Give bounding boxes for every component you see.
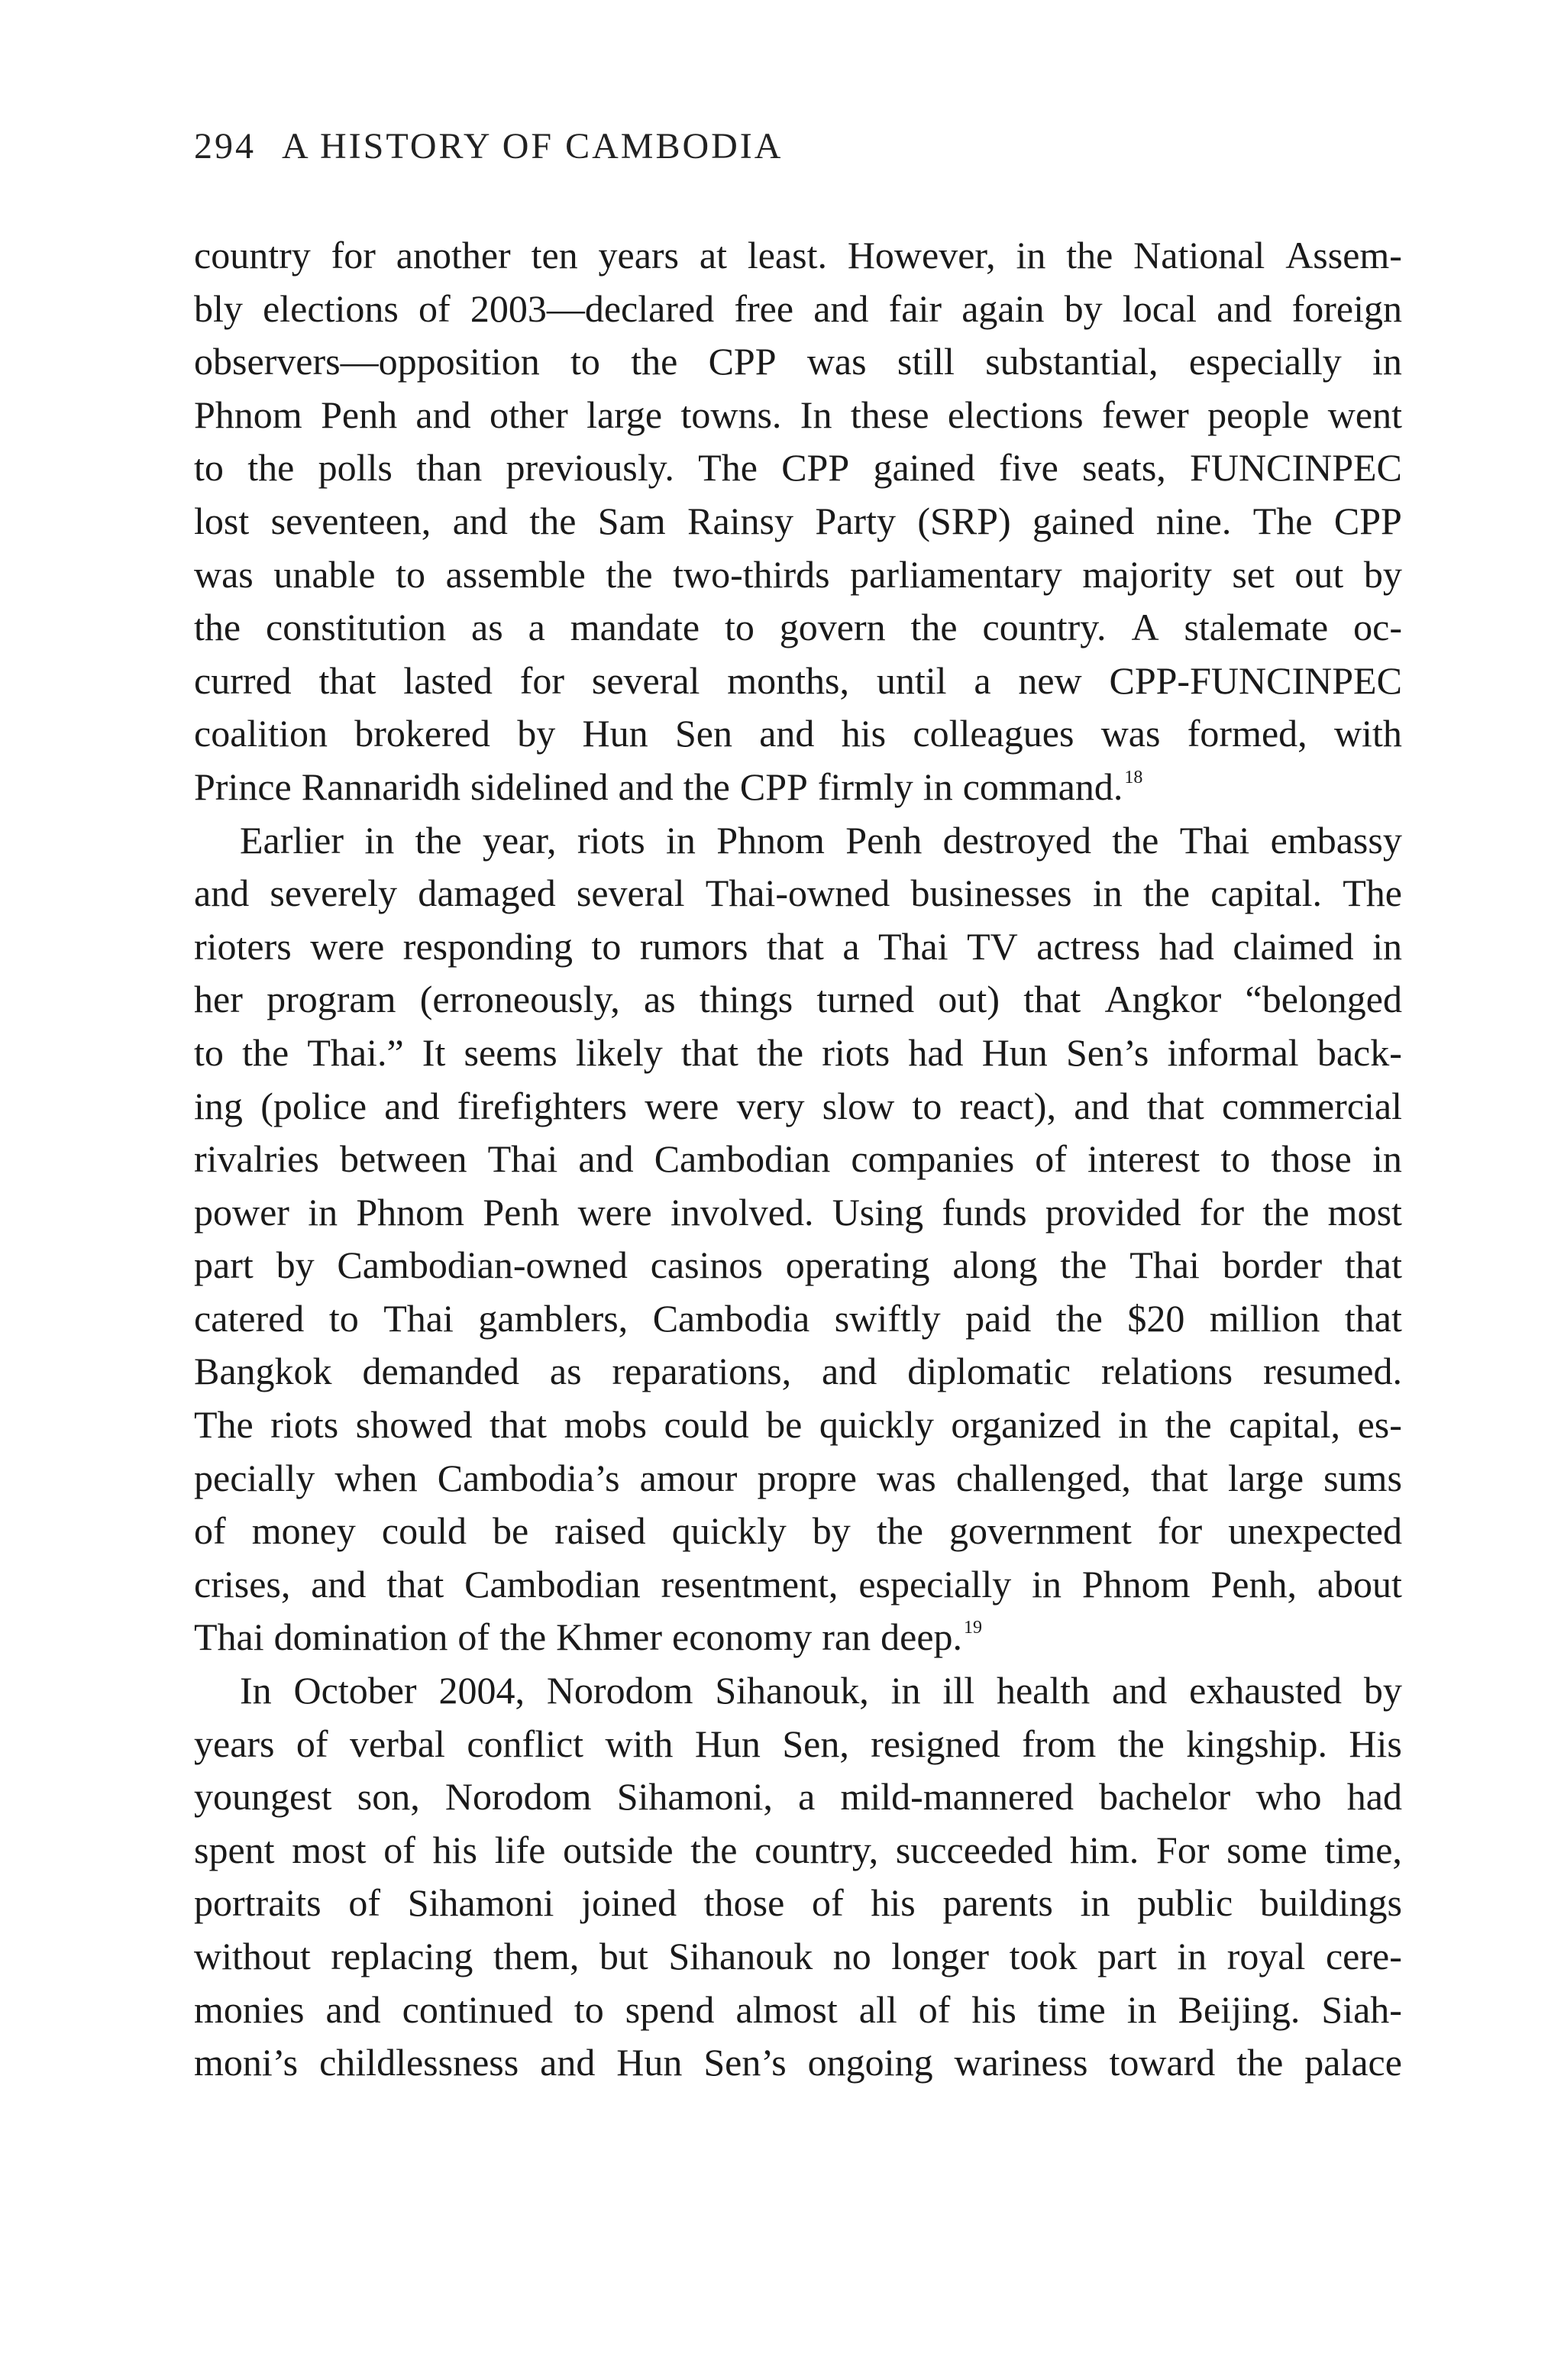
- text-line: pecially when Cambodia’s amour propre was challenged, that large sums: [194, 1456, 1402, 1499]
- text-line: observers—opposition to the CPP was still substantial, especially in: [194, 340, 1402, 383]
- text-line: without replacing them, but Sihanouk no longer took part in royal cere-: [194, 1935, 1402, 1977]
- text-line: Prince Rannaridh sidelined and the CPP firmly in command.$^{18}$: [194, 765, 1143, 808]
- text-line: monies and continued to spend almost all of his time in Beijing. Siah-: [194, 1987, 1402, 2031]
- text-line: power in Phnom Penh were involved. Using funds provided for the most: [194, 1190, 1402, 1234]
- text-line: to the polls than previously. The CPP gained five seats, FUNCINPEC: [194, 446, 1402, 490]
- book-title: A HISTORY OF CAMBODIA: [282, 126, 784, 167]
- text-line: portraits of Sihamoni joined those of his parents in public buildings: [194, 1881, 1402, 1925]
- running-head: [194, 125, 783, 167]
- text-line: curred that lasted for several months, until a new CPP-FUNCINPEC: [194, 658, 1402, 702]
- page-number: 294: [194, 126, 256, 167]
- text-line: of money could be raised quickly by the government for unexpected: [194, 1509, 1402, 1553]
- body-text: [194, 229, 1402, 2090]
- footnote-marker: 19: [964, 1618, 983, 1638]
- paragraph: [194, 814, 1402, 1665]
- footnote-marker: 18: [1124, 767, 1143, 787]
- paragraph: [194, 229, 1402, 814]
- text-line: bly elections of 2003—declared free and fair again by local and foreign: [194, 286, 1402, 330]
- text-line: Phnom Penh and other large towns. In these elections fewer people went: [194, 393, 1402, 436]
- text-line: the constitution as a mandate to govern the country. A stalemate oc-: [194, 606, 1402, 649]
- text-line: rioters were responding to rumors that a Thai TV actress had claimed in: [194, 924, 1402, 968]
- text-line: country for another ten years at least. However, in the National Assem-: [194, 234, 1402, 276]
- text-line: part by Cambodian-owned casinos operating along the Thai border that: [194, 1243, 1402, 1287]
- text-line: coalition brokered by Hun Sen and his colleagues was formed, with: [194, 712, 1402, 755]
- text-line: moni’s childlessness and Hun Sen’s ongoing wariness toward the palace: [194, 2041, 1402, 2084]
- paragraph: [194, 1664, 1402, 2090]
- text-line: Thai domination of the Khmer economy ran deep.$^{19}$: [194, 1615, 983, 1659]
- text-line: Bangkok demanded as reparations, and diplomatic relations resumed.: [194, 1350, 1402, 1393]
- text-line: her program (erroneously, as things turned out) that Angkor “belonged: [194, 978, 1402, 1021]
- text-line: crises, and that Cambodian resentment, especially in Phnom Penh, about: [194, 1562, 1402, 1606]
- text-line: The riots showed that mobs could be quickly organized in the capital, es-: [194, 1403, 1402, 1447]
- text-line: to the Thai.” It seems likely that the riots had Hun Sen’s informal back-: [194, 1030, 1402, 1074]
- text-line: rivalries between Thai and Cambodian companies of interest to those in: [194, 1137, 1402, 1181]
- text-line: ing (police and firefighters were very slow to react), and that commercial: [194, 1084, 1402, 1127]
- text-line: youngest son, Norodom Sihamoni, a mild-mannered bachelor who had: [194, 1775, 1402, 1819]
- text-line: In October 2004, Norodom Sihanouk, in ill health and exhausted by: [240, 1669, 1402, 1712]
- text-line: catered to Thai gamblers, Cambodia swiftly paid the $20 million that: [194, 1296, 1402, 1340]
- text-line: and severely damaged several Thai-owned businesses in the capital. The: [194, 871, 1402, 915]
- text-line: years of verbal conflict with Hun Sen, resigned from the kingship. His: [194, 1722, 1402, 1765]
- text-line: was unable to assemble the two-thirds parliamentary majority set out by: [194, 552, 1402, 596]
- text-line: spent most of his life outside the country, succeeded him. For some time,: [194, 1828, 1402, 1871]
- text-line: lost seventeen, and the Sam Rainsy Party (SRP) gained nine. The CPP: [194, 499, 1402, 542]
- text-line: Earlier in the year, riots in Phnom Penh destroyed the Thai embassy: [240, 818, 1402, 862]
